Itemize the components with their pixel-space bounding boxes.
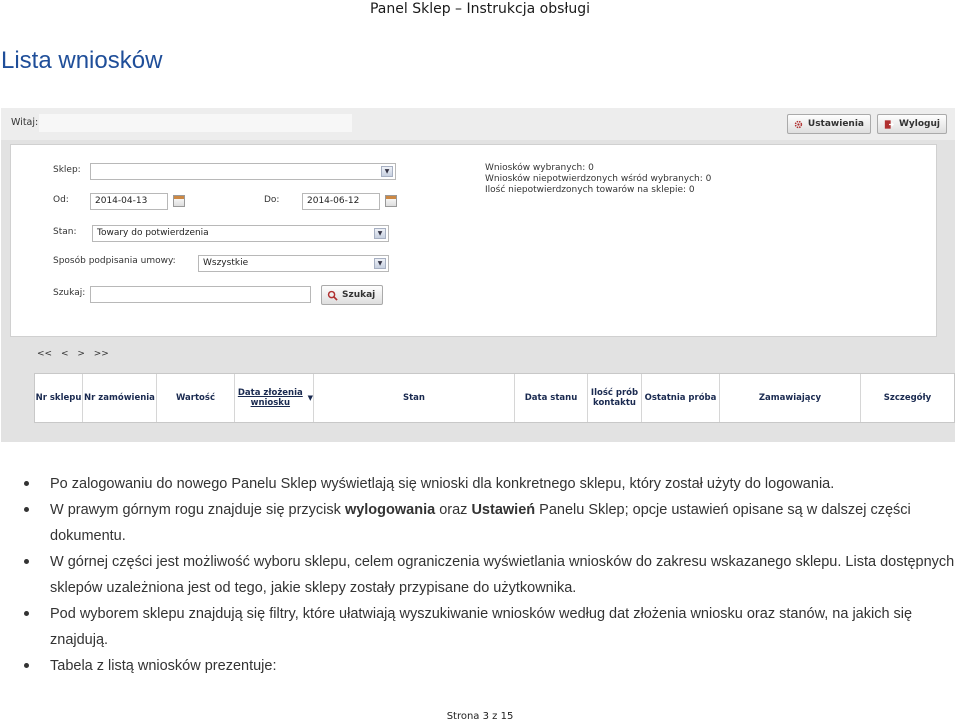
- filter-panel: [10, 144, 937, 337]
- bullet-bold-settings: Ustawień: [471, 502, 536, 518]
- search-input[interactable]: [90, 286, 311, 303]
- gear-icon: [794, 119, 803, 130]
- shop-label: Sklep:: [53, 165, 81, 175]
- status-select[interactable]: [92, 225, 389, 242]
- bullet-text: W prawym górnym rogu znajduje się przycisk: [50, 502, 345, 518]
- column-last-attempt[interactable]: Ostatnia próba: [642, 374, 720, 422]
- sort-desc-icon: ▼: [307, 394, 313, 402]
- search-icon: [327, 290, 338, 301]
- settings-button-label: Ustawienia: [807, 119, 864, 129]
- column-order-number[interactable]: Nr zamówienia: [83, 374, 157, 422]
- column-submission-date-label: Data złożenia wniosku: [237, 388, 303, 408]
- to-date-input[interactable]: 2014-06-12: [302, 193, 380, 210]
- column-details[interactable]: Szczegóły: [883, 393, 932, 403]
- calendar-icon[interactable]: [173, 195, 185, 207]
- status-label: Stan:: [53, 227, 77, 237]
- bullet-text: Panelu Sklep; opcje ustawień opisane są w dalszej części dokumentu.: [50, 502, 911, 544]
- list-item: W górnej części jest możliwość wyboru sklepu, celem ograniczenia wyświetlania wniosków do zakresu wskazanego sklepu. Lista dostępnych sklepów uzależniona jest od tego, jakie sklepy zostały przypisane do użytkownika.: [0, 549, 960, 601]
- column-shop-number[interactable]: Nr sklepu: [35, 374, 83, 422]
- search-label: Szukaj:: [53, 288, 86, 298]
- list-item: [0, 497, 960, 549]
- bullet-text: oraz: [435, 502, 472, 518]
- document-header: Panel Sklep – Instrukcja obsługi: [369, 1, 590, 17]
- welcome-label: Witaj:: [11, 117, 39, 128]
- chevron-down-icon: ▼: [381, 166, 393, 177]
- column-contact-attempts[interactable]: Ilość prób kontaktu: [588, 374, 642, 422]
- column-submission-date[interactable]: [235, 374, 314, 422]
- calendar-icon[interactable]: [385, 195, 397, 207]
- logout-button-label: Wyloguj: [899, 119, 940, 129]
- screenshot-panel: [1, 108, 955, 442]
- stat-goods: Ilość niepotwierdzonych towarów na sklepie: 0: [485, 185, 695, 195]
- signing-method-select-value: Wszystkie: [203, 258, 249, 268]
- column-status[interactable]: Stan: [314, 374, 515, 422]
- settings-button[interactable]: [787, 114, 871, 134]
- column-status-date[interactable]: Data stanu: [515, 374, 588, 422]
- page-number: Strona 3 z 15: [446, 711, 514, 722]
- page-title: Lista wniosków: [1, 47, 163, 74]
- column-customer[interactable]: Zamawiający: [720, 374, 861, 422]
- bullet-list: [0, 471, 960, 679]
- list-item: Po zalogowaniu do nowego Panelu Sklep wyświetlają się wnioski dla konkretnego sklepu, który został użyty do logowania.: [0, 471, 960, 497]
- stat-selected: Wniosków wybranych: 0: [485, 163, 594, 173]
- list-item: Tabela z listą wniosków prezentuje:: [0, 653, 960, 679]
- stats-summary: [485, 163, 711, 196]
- top-bar: [1, 108, 955, 140]
- status-select-value: Towary do potwierdzenia: [97, 228, 209, 238]
- column-value[interactable]: Wartość: [157, 374, 235, 422]
- from-label: Od:: [53, 195, 69, 205]
- search-button[interactable]: [321, 285, 383, 305]
- signing-method-select[interactable]: [198, 255, 389, 272]
- table-header: [34, 373, 955, 423]
- pagination[interactable]: << < > >>: [37, 349, 109, 359]
- chevron-down-icon: ▼: [374, 258, 386, 269]
- shop-select[interactable]: [90, 163, 396, 180]
- bullet-bold-logout: wylogowania: [344, 502, 436, 518]
- from-date-input[interactable]: 2014-04-13: [90, 193, 168, 210]
- chevron-down-icon: ▼: [374, 228, 386, 239]
- signing-method-label: Sposób podpisania umowy:: [53, 256, 176, 266]
- logout-button[interactable]: [877, 114, 947, 134]
- list-item: Pod wyborem sklepu znajdują się filtry, które ułatwiają wyszukiwanie wniosków według dat złożenia wniosku oraz stanów, na jakich się znajdują.: [0, 601, 960, 653]
- to-label: Do:: [264, 195, 280, 205]
- stat-unconfirmed: Wniosków niepotwierdzonych wśród wybranych: 0: [485, 174, 712, 184]
- welcome-field: [39, 114, 352, 132]
- search-button-label: Szukaj: [342, 290, 376, 300]
- logout-icon: [884, 119, 894, 130]
